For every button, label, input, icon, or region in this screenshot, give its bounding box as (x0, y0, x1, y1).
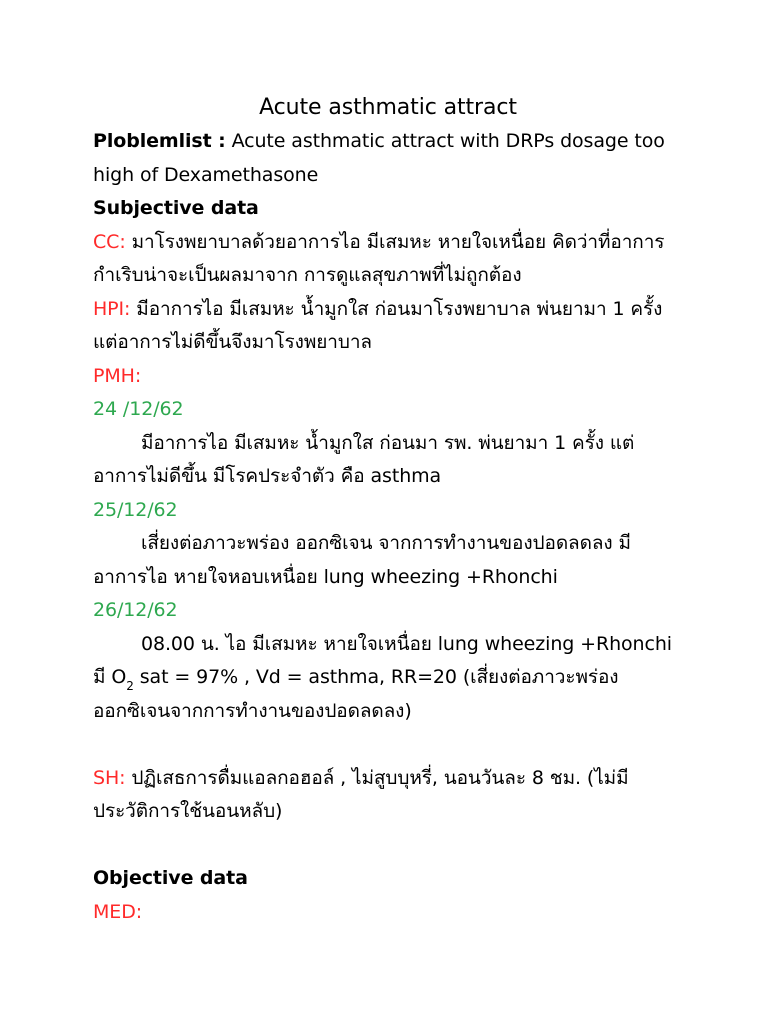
blank-line (93, 829, 693, 863)
sh-label: SH: (93, 766, 126, 789)
o2-prefix: มี O (93, 666, 127, 688)
subjective-heading: Subjective data (93, 197, 259, 219)
entry-text-line: อาการไม่ดีขึ้น มีโรคประจำตัว คือ asthma (93, 465, 442, 487)
cc-line-1 (93, 226, 693, 260)
blank-line (93, 728, 693, 762)
cc-label: CC: (93, 230, 126, 253)
o2-suffix: sat = 97% , Vd = asthma, RR=20 (เสี่ยงต่อภาวะพร่อง (133, 666, 619, 688)
hpi-line-1 (93, 293, 693, 327)
problem-list-line-1 (93, 125, 693, 159)
problem-list-text: Acute asthmatic attract with DRPs dosage too (225, 130, 665, 152)
entry-text-line: เสี่ยงต่อภาวะพร่อง ออกซิเจน จากการทำงานของปอดลดลง มี (141, 532, 631, 554)
hpi-line-2: แต่อาการไม่ดีขึ้นจึงมาโรงพยาบาล (93, 331, 372, 353)
entry-text-line: อาการไอ หายใจหอบเหนื่อย lung wheezing +Rhonchi (93, 565, 558, 588)
entry-text-line: 08.00 น. ไอ มีเสมหะ หายใจเหนื่อย lung wheezing +Rhonchi (141, 632, 672, 655)
entry-date: 25/12/62 (93, 498, 178, 521)
entry-date: 24 /12/62 (93, 398, 184, 420)
pmh-label: PMH: (93, 364, 142, 387)
entry-date: 26/12/62 (93, 599, 178, 621)
problem-list-label: Ploblemlist : (93, 130, 226, 152)
o2-subscript: 2 (126, 678, 134, 693)
document-title: Acute asthmatic attract (259, 95, 517, 120)
entry-text-line: มีอาการไอ มีเสมหะ น้ำมูกใส ก่อนมา รพ. พ่นยามา 1 ครั้ง แต่ (141, 431, 635, 454)
document-body (93, 91, 693, 929)
sh-line-2: ประวัติการใช้นอนหลับ) (93, 800, 283, 822)
entry-text-line: ออกซิเจนจากการทำงานของปอดลดลง) (93, 699, 412, 722)
objective-heading: Objective data (93, 867, 248, 889)
sh-text: ปฏิเสธการดื่มแอลกอฮอล์ , ไม่สูบบุหรี่, นอนวันละ 8 ชม. (ไม่มี (125, 766, 629, 789)
cc-text: มาโรงพยาบาลด้วยอาการไอ มีเสมหะ หายใจเหนื่อย คิดว่าที่อาการ (125, 230, 665, 253)
cc-line-2: กำเริบน่าจะเป็นผลมาจาก การดูแลสุขภาพที่ไม่ถูกต้อง (93, 264, 522, 286)
sh-line-1 (93, 762, 693, 796)
hpi-text: มีอาการไอ มีเสมหะ น้ำมูกใส ก่อนมาโรงพยาบาล พ่นยามา 1 ครั้ง (130, 297, 663, 320)
entry-text-line-o2 (93, 661, 693, 695)
hpi-label: HPI: (93, 297, 131, 320)
problem-list-line-2: high of Dexamethasone (93, 163, 319, 186)
med-label: MED: (93, 900, 143, 923)
